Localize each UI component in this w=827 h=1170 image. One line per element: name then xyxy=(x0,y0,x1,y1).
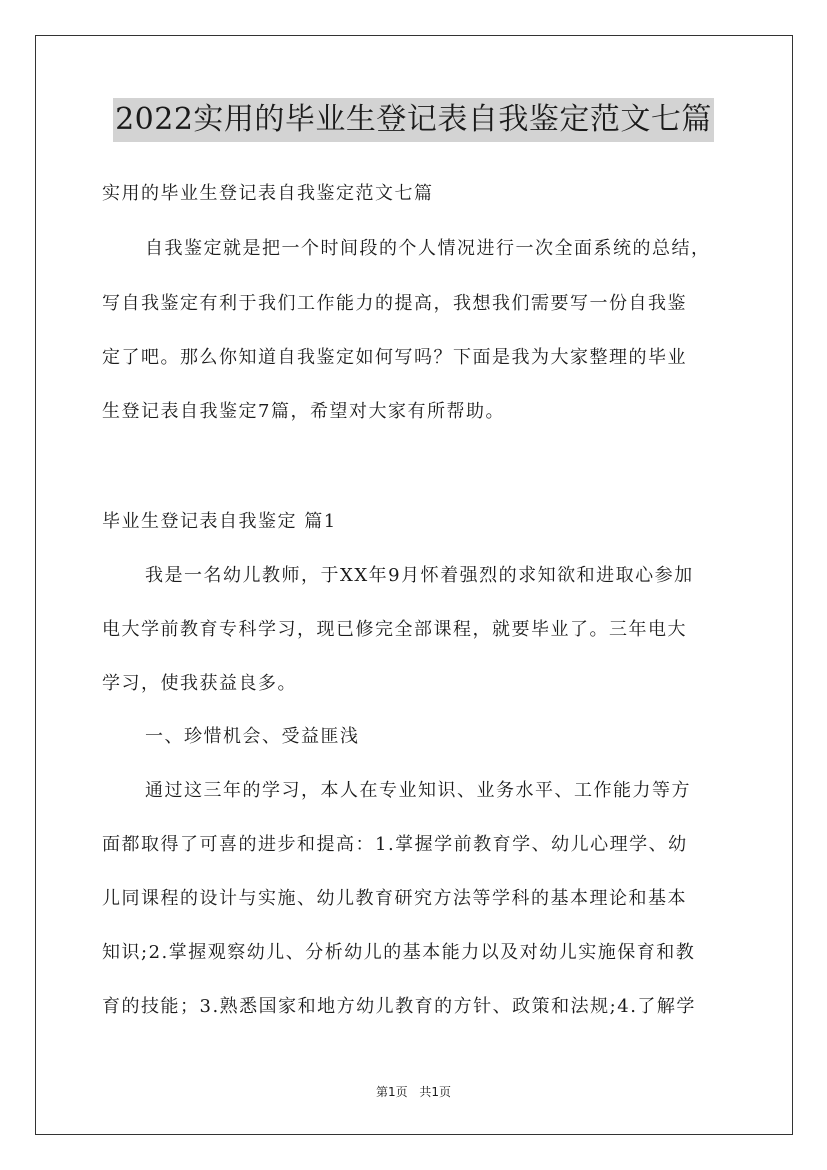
intro-line: 定了吧。那么你知道自我鉴定如何写吗？下面是我为大家整理的毕业 xyxy=(102,347,687,368)
paragraph-line: 通过这三年的学习，本人在专业知识、业务水平、工作能力等方 xyxy=(145,780,691,801)
intro-line: 写自我鉴定有利于我们工作能力的提高，我想我们需要写一份自我鉴 xyxy=(102,293,687,314)
paragraph-line: 学习，使我获益良多。 xyxy=(102,673,297,694)
page-footer xyxy=(0,1083,827,1100)
section-heading: 毕业生登记表自我鉴定 篇1 xyxy=(102,511,337,532)
subheading: 一、珍惜机会、受益匪浅 xyxy=(145,726,360,747)
page-number: 第1页 xyxy=(375,1085,408,1099)
paragraph-line: 我是一名幼儿教师，于XX年9月怀着强烈的求知欲和进取心参加 xyxy=(145,565,694,586)
page-total: 共1页 xyxy=(419,1085,452,1099)
intro-line: 生登记表自我鉴定7篇，希望对大家有所帮助。 xyxy=(102,401,505,422)
paragraph-line: 育的技能；3.熟悉国家和地方幼儿教育的方针、政策和法规;4.了解学 xyxy=(102,996,696,1017)
paragraph-line: 电大学前教育专科学习，现已修完全部课程，就要毕业了。三年电大 xyxy=(102,619,687,640)
paragraph-line: 知识;2.掌握观察幼儿、分析幼儿的基本能力以及对幼儿实施保育和教 xyxy=(102,942,696,963)
title-container xyxy=(0,98,827,142)
paragraph-line: 面都取得了可喜的进步和提高：1.掌握学前教育学、幼儿心理学、幼 xyxy=(102,834,688,855)
paragraph-line: 儿同课程的设计与实施、幼儿教育研究方法等学科的基本理论和基本 xyxy=(102,888,687,909)
intro-line: 自我鉴定就是把一个时间段的个人情况进行一次全面系统的总结， xyxy=(145,238,711,259)
document-subtitle: 实用的毕业生登记表自我鉴定范文七篇 xyxy=(102,183,434,204)
document-title: 2022实用的毕业生登记表自我鉴定范文七篇 xyxy=(113,98,714,142)
